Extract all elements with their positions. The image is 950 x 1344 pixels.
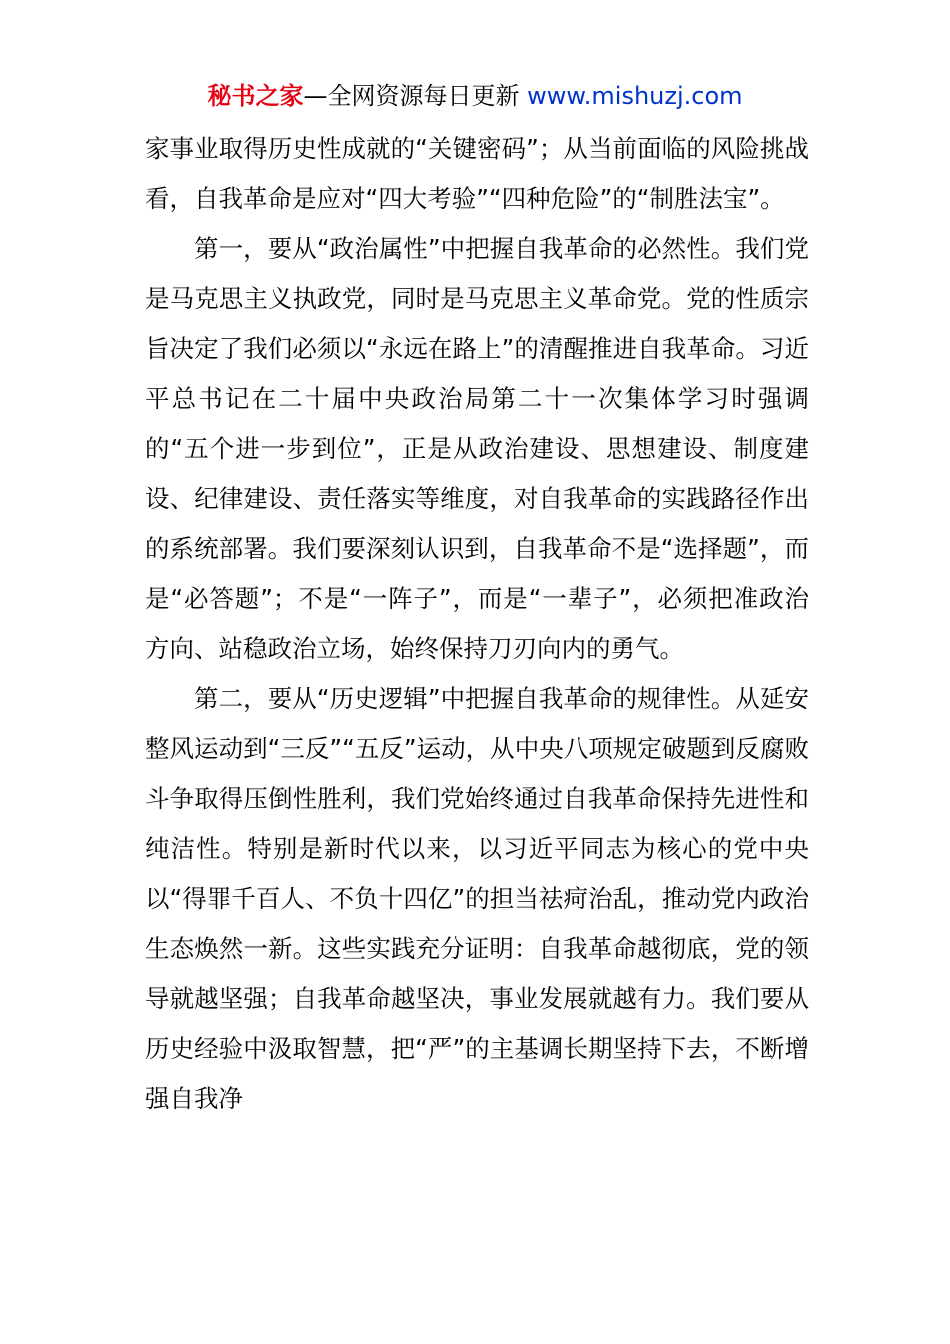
page-header bbox=[0, 80, 950, 112]
paragraph-second-point: 第二，要从“历史逻辑”中把握自我革命的规律性。从延安整风运动到“三反”“五反”运动，从中央八项规定破题到反腐败斗争取得压倒性胜利，我们党始终通过自我革命保持先进性和纯洁性。特别是新时代以来，以习近平同志为核心的党中央以“得罪千百人、不负十四亿”的担当祛疴治乱，推动党内政治生态焕然一新。这些实践充分证明：自我革命越彻底，党的领导就越坚强；自我革命越坚决，事业发展就越有力。我们要从历史经验中汲取智慧，把“严”的主基调长期坚持下去，不断增强自我净 bbox=[145, 684, 809, 1113]
site-url-link[interactable]: www.mishuzj.com bbox=[527, 82, 743, 110]
paragraph-continuation: 家事业取得历史性成就的“关键密码”；从当前面临的风险挑战看，自我革命是应对“四大考验”“四种危险”的“制胜法宝”。 bbox=[145, 134, 809, 213]
site-tagline: —全网资源每日更新 bbox=[303, 82, 520, 110]
document-body bbox=[145, 124, 809, 1124]
site-name: 秘书之家 bbox=[207, 82, 304, 110]
paragraph-first-point: 第一，要从“政治属性”中把握自我革命的必然性。我们党是马克思主义执政党，同时是马克思主义革命党。党的性质宗旨决定了我们必须以“永远在路上”的清醒推进自我革命。习近平总书记在二十届中央政治局第二十一次集体学习时强调的“五个进一步到位”，正是从政治建设、思想建设、制度建设、纪律建设、责任落实等维度，对自我革命的实践路径作出的系统部署。我们要深刻认识到，自我革命不是“选择题”，而是“必答题”；不是“一阵子”，而是“一辈子”，必须把准政治方向、站稳政治立场，始终保持刀刃向内的勇气。 bbox=[145, 234, 809, 663]
